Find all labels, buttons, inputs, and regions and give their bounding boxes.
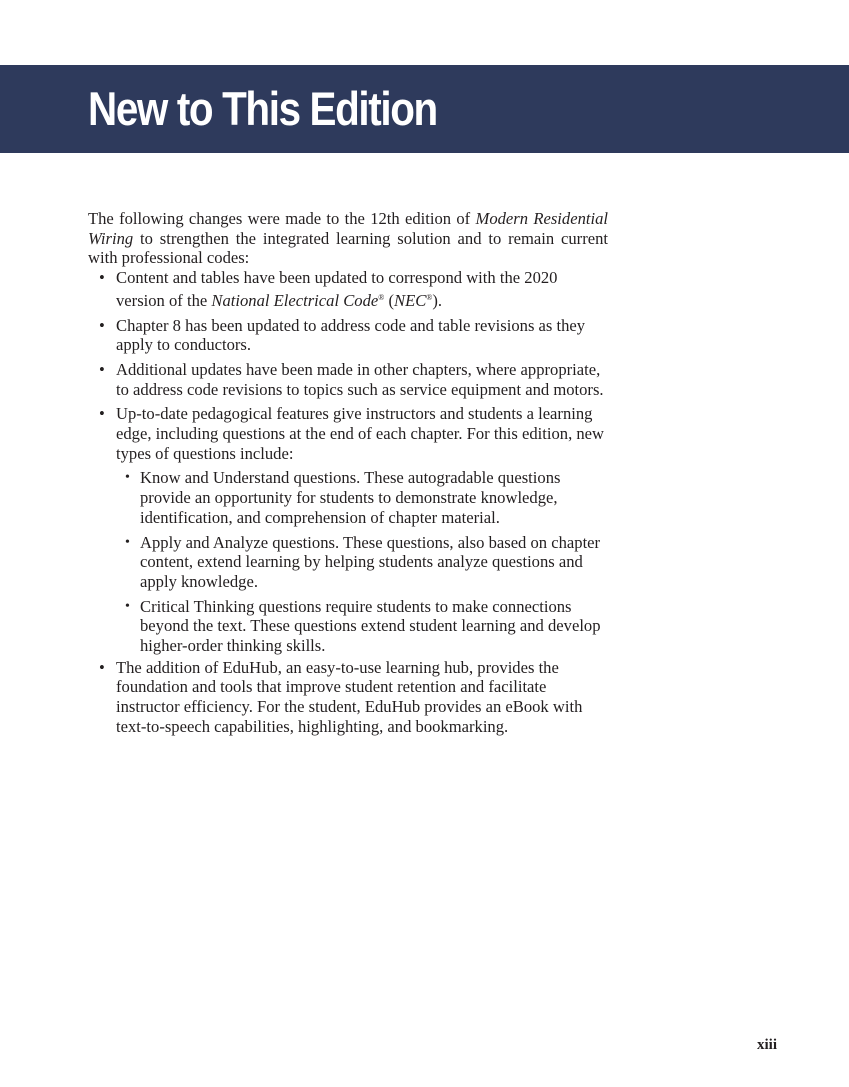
sub-item-text: Critical Thinking questions require students to make connections beyond the text. These questions extend student learning and develop higher-order thinking skills.	[140, 596, 601, 656]
sub-list-item	[116, 533, 608, 592]
list-item	[88, 404, 608, 655]
intro-text-end: to strengthen the integrated learning solution and to remain current with professional codes:	[88, 228, 608, 268]
intro-paragraph	[88, 209, 608, 268]
list-item	[88, 360, 608, 399]
page-number: xiii	[757, 1037, 778, 1053]
code-abbr: NEC	[394, 290, 427, 310]
question-types-list	[116, 468, 608, 655]
changes-list	[88, 268, 608, 736]
item-text: The addition of EduHub, an easy-to-use learning hub, provides the foundation and tools that improve student retention and facilitate instructor efficiency. For the student, EduHub provides an eBook with text-to-speech capabilities, highlighting, and bookmarking.	[116, 657, 583, 736]
sub-item-text: Know and Understand questions. These autogradable questions provide an opportunity for students to demonstrate knowledge, identification, and comprehension of chapter material.	[140, 468, 561, 527]
item-text: Additional updates have been made in other chapters, where appropriate, to address code revisions to topics such as service equipment and motors.	[116, 359, 604, 399]
intro-text: The following changes were made to the 12th edition of	[88, 209, 476, 228]
sub-list-item	[116, 468, 608, 527]
list-item	[88, 316, 608, 355]
page-title: New to This Edition	[88, 82, 437, 135]
sub-item-text: Apply and Analyze questions. These questions, also based on chapter content, extend learning by helping students analyze questions and apply knowledge.	[140, 532, 601, 591]
code-name: National Electrical Code	[211, 290, 379, 310]
title-banner	[0, 65, 849, 153]
item-text: Content and tables have been updated to correspond with the 2020 version of the	[116, 268, 558, 310]
list-item	[88, 658, 608, 737]
paren: (	[384, 290, 394, 310]
registered-mark: ®	[426, 292, 433, 302]
sub-list-item	[116, 597, 608, 656]
list-item	[88, 268, 608, 310]
registered-mark: ®	[378, 292, 385, 302]
book-title: Modern Residential Wiring	[88, 209, 608, 248]
item-text: Up-to-date pedagogical features give instructors and students a learning edge, including questions at the end of each chapter. For this edition, new types of questions include:	[116, 404, 605, 463]
body-content	[88, 209, 608, 737]
item-text-end: ).	[432, 290, 443, 310]
item-text: Chapter 8 has been updated to address code and table revisions as they apply to conductors.	[116, 315, 586, 355]
